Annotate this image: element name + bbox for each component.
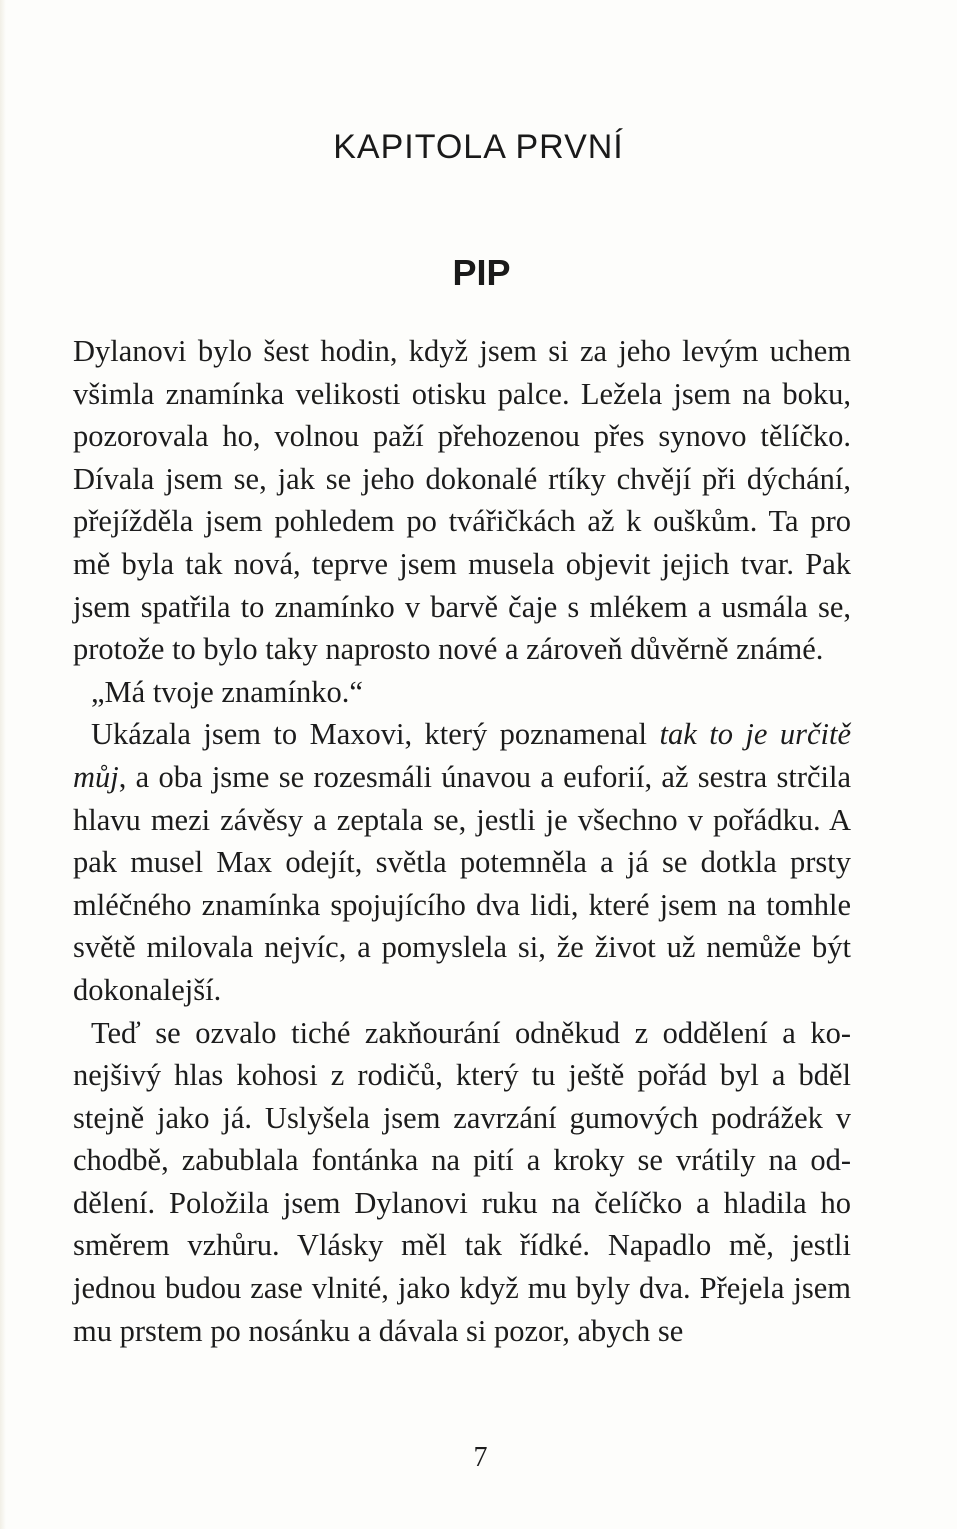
chapter-label: KAPITOLA PRVNÍ <box>333 128 624 166</box>
chapter-title: PIP <box>452 252 511 293</box>
paragraph-3 <box>73 713 851 1011</box>
paragraph-2-dialog: „Má tvoje znamínko.“ <box>91 674 363 709</box>
paragraph-3-end: , a oba jsme se rozesmáli únavou a euforií, až sestra strčila hlavu mezi závěsy a zeptala se, jestli je všechno v pořádku. A pak musel Max odejít, světla potemněla a já se dotkla prsty mléčného znamínka spojujícího dva lidi, které jsem na tomhle světě milovala nejvíc, a pomyslela si, že život už nemůže být dokonalejší. <box>73 759 851 1007</box>
page-number: 7 <box>473 1442 488 1473</box>
scan-edge-shadow <box>0 0 6 1529</box>
paragraph-3-start: Ukázala jsem to Maxovi, který poznamenal <box>91 717 660 752</box>
paragraph-4: Teď se ozvalo tiché zakňourání odněkud z oddělení a konejšivý hlas kohosi z rodičů, který tu ještě pořád byl a bděl stejně jako já. Uslyšela jsem zavrzání gumových podrážek v chodbě, zabublala fontánka na pití a kroky se vrátily na oddělení. Položila jsem Dylanovi ruku na čelíčko a hladila ho směrem vzhůru. Vlásky měl tak řídké. Napadlo mě, jestli jednou budou zase vlnité, jako když mu byly dva. Přejela jsem mu prstem po nosánku a dávala si pozor, abych se <box>73 1015 851 1348</box>
paragraph-3-italic: tak to je určitě můj <box>73 717 852 794</box>
body-text <box>73 330 851 1352</box>
paragraph-1: Dylanovi bylo šest hodin, když jsem si za jeho levým uchem všimla znamínka velikosti otisku palce. Ležela jsem na boku, pozorovala ho, volnou paží přehozenou přes synovo tělíčko. Dívala jsem se, jak se jeho dokonalé rtíky chvějí při dýchání, přejížděla jsem pohledem po tvářičkách až k ouškům. Ta pro mě byla tak nová, teprve jsem musela objevit jejich tvar. Pak jsem spatřila to znamínko v barvě čaje s mlékem a usmála se, protože to bylo taky naprosto nové a zároveň důvěrně známé. <box>73 334 851 667</box>
